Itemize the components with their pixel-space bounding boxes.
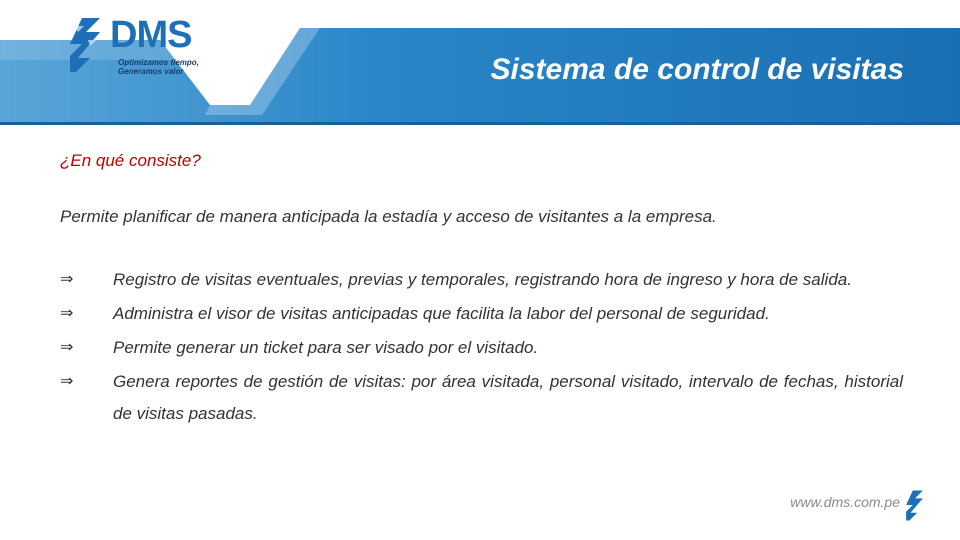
slide-header	[0, 0, 960, 125]
list-item-text: Registro de visitas eventuales, previas y temporales, registrando hora de ingreso y hora de salida.	[113, 270, 852, 289]
double-arrow-right-icon: ⇒	[60, 305, 74, 322]
slide-title: Sistema de control de visitas	[490, 53, 904, 86]
double-arrow-right-icon: ⇒	[60, 373, 74, 390]
list-item	[60, 264, 903, 296]
logo-tagline	[118, 58, 208, 76]
feature-list	[60, 264, 903, 430]
tagline-line-1: Optimizamos tiempo,	[118, 58, 199, 67]
list-item	[60, 366, 903, 430]
list-item-text: Permite generar un ticket para ser visado por el visitado.	[113, 338, 539, 357]
section-question: ¿En qué consiste?	[60, 151, 201, 170]
logo-wordmark: DMS	[110, 14, 192, 56]
dms-small-logo-icon	[905, 489, 925, 521]
list-item-text: Genera reportes de gestión de visitas: por área visitada, personal visitado, intervalo de fechas, historial de visitas pasadas.	[113, 372, 903, 423]
double-arrow-right-icon: ⇒	[60, 271, 74, 288]
list-item-text: Administra el visor de visitas anticipadas que facilita la labor del personal de seguridad.	[113, 304, 770, 323]
footer-website-url: www.dms.com.pe	[790, 494, 900, 510]
dms-logo-mark-icon	[68, 16, 104, 72]
slide-content	[60, 150, 903, 432]
dms-logo	[68, 14, 208, 84]
list-item	[60, 332, 903, 364]
list-item	[60, 298, 903, 330]
tagline-line-2: Generamos valor	[118, 67, 184, 76]
intro-paragraph: Permite planificar de manera anticipada la estadía y acceso de visitantes a la empresa.	[60, 207, 717, 226]
double-arrow-right-icon: ⇒	[60, 339, 74, 356]
